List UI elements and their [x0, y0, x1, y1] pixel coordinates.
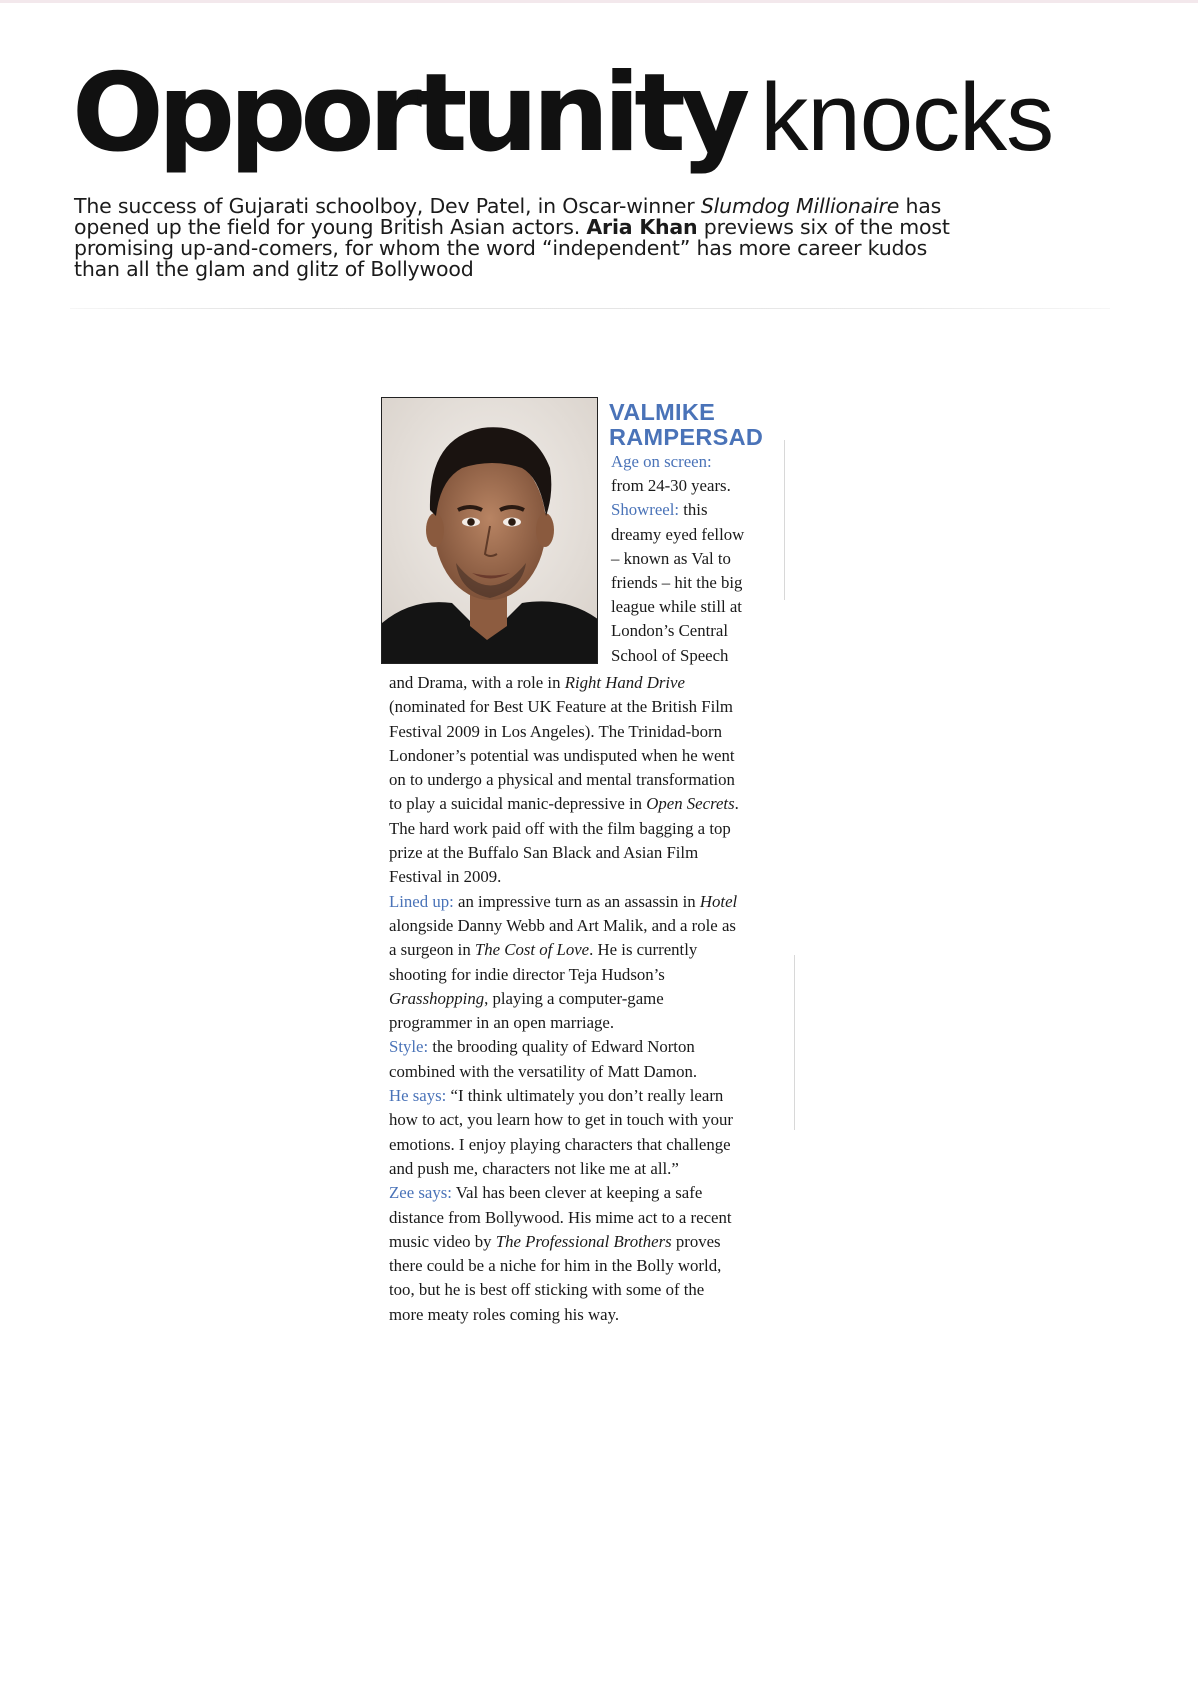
- body-line: shooting for indie director Teja Hudson’s: [389, 964, 665, 984]
- body-line: [389, 671, 789, 695]
- standfirst: [74, 194, 950, 281]
- zee-says-label: Zee says:: [389, 1183, 452, 1203]
- body-text: proves: [671, 1231, 721, 1251]
- body-line: league while still at: [611, 597, 742, 617]
- body-line: [389, 938, 789, 962]
- showreel-label: Showreel:: [611, 500, 680, 520]
- portrait-image: [382, 398, 598, 664]
- film-title: Slumdog Millionaire: [700, 194, 900, 218]
- style-label: Style:: [389, 1037, 429, 1057]
- body-line: emotions. I enjoy playing characters that challenge: [389, 1134, 731, 1154]
- body-line: London’s Central: [611, 621, 728, 641]
- standfirst-text: has: [899, 194, 942, 218]
- body-text: the brooding quality of Edward Norton: [428, 1037, 695, 1057]
- body-line: too, but he is best off sticking with some of the: [389, 1280, 705, 1300]
- standfirst-text: The success of Gujarati schoolboy, Dev Patel, in Oscar-winner: [74, 194, 701, 218]
- age-label: Age on screen:: [611, 452, 712, 471]
- film-title: Hotel: [699, 891, 738, 911]
- body-line: [389, 987, 789, 1011]
- top-edge-rule: [0, 0, 1198, 3]
- name-line-1: VALMIKE: [609, 399, 716, 425]
- body-text: “I think ultimately you don’t really learn: [446, 1086, 724, 1106]
- standfirst-text: previews six of the most: [697, 215, 950, 239]
- showreel-line: [611, 498, 811, 522]
- film-title: The Cost of Love: [474, 940, 590, 960]
- body-line: there could be a niche for him in the Bolly world,: [389, 1256, 722, 1276]
- body-line: (nominated for Best UK Feature at the British Film: [389, 697, 733, 717]
- headline: [72, 51, 1054, 176]
- body-line: programmer in an open marriage.: [389, 1013, 615, 1033]
- profile-intro-column: [611, 450, 811, 668]
- standfirst-line-1: [74, 194, 942, 218]
- headline-bold: Opportunity: [72, 51, 745, 176]
- band-name: The Professional Brothers: [495, 1231, 672, 1251]
- standfirst-line-2: [74, 215, 950, 239]
- body-line: Londoner’s potential was undisputed when he went: [389, 745, 735, 765]
- headline-light: knocks: [760, 64, 1054, 171]
- body-line: – known as Val to: [611, 548, 731, 568]
- author-name: Aria Khan: [586, 215, 698, 239]
- film-title: Open Secrets: [646, 794, 735, 814]
- standfirst-line-3: promising up-and-comers, for whom the word “independent” has more career kudos: [74, 236, 928, 260]
- lined-up-label: Lined up:: [389, 891, 454, 911]
- body-line: Festival in 2009.: [389, 867, 502, 887]
- body-line: School of Speech: [611, 645, 729, 665]
- body-line: alongside Danny Webb and Art Malik, and a role as: [389, 915, 736, 935]
- column-edge-mark: [784, 440, 785, 600]
- body-text: Val has been clever at keeping a safe: [451, 1183, 703, 1203]
- body-line: on to undergo a physical and mental transformation: [389, 770, 735, 790]
- body-text: , playing a computer-game: [484, 988, 664, 1008]
- body-line: [389, 1230, 789, 1254]
- film-title: Grasshopping: [389, 988, 485, 1008]
- body-text: and Drama, with a role in: [389, 673, 565, 692]
- film-title: Right Hand Drive: [564, 673, 685, 692]
- body-text: .: [734, 794, 739, 814]
- style-line: [389, 1035, 789, 1059]
- body-text: this: [683, 500, 708, 520]
- body-text: a surgeon in: [389, 940, 475, 960]
- body-line: more meaty roles coming his way.: [389, 1304, 620, 1324]
- column-edge-mark: [794, 955, 795, 1130]
- profile-name: [609, 400, 763, 450]
- body-line: dreamy eyed fellow: [611, 524, 745, 544]
- body-text: . He is currently: [589, 940, 698, 960]
- section-divider: [70, 308, 1110, 309]
- profile-photo: [381, 397, 598, 664]
- body-line: The hard work paid off with the film bagging a top: [389, 818, 731, 838]
- profile-body-column: [389, 671, 789, 1327]
- body-line: and push me, characters not like me at all.”: [389, 1158, 679, 1178]
- zee-says-line: [389, 1181, 789, 1205]
- body-line: how to act, you learn how to get in touch with your: [389, 1110, 733, 1130]
- he-says-label: He says:: [389, 1086, 447, 1106]
- standfirst-text: opened up the field for young British Asian actors.: [74, 215, 587, 239]
- body-text: an impressive turn as an assassin in: [453, 891, 700, 911]
- body-line: [389, 792, 789, 816]
- standfirst-line-4: than all the glam and glitz of Bollywood: [74, 257, 474, 281]
- body-line: Festival 2009 in Los Angeles). The Trinidad-born: [389, 721, 722, 741]
- body-line: combined with the versatility of Matt Damon.: [389, 1061, 698, 1081]
- he-says-line: [389, 1084, 789, 1108]
- body-line: prize at the Buffalo San Black and Asian Film: [389, 843, 699, 863]
- body-line: friends – hit the big: [611, 573, 743, 593]
- body-text: music video by: [389, 1231, 496, 1251]
- body-line: distance from Bollywood. His mime act to a recent: [389, 1207, 732, 1227]
- name-line-2: RAMPERSAD: [609, 424, 764, 450]
- lined-up-line: [389, 890, 789, 914]
- age-value: from 24-30 years.: [611, 476, 731, 496]
- body-text: to play a suicidal manic-depressive in: [389, 794, 647, 814]
